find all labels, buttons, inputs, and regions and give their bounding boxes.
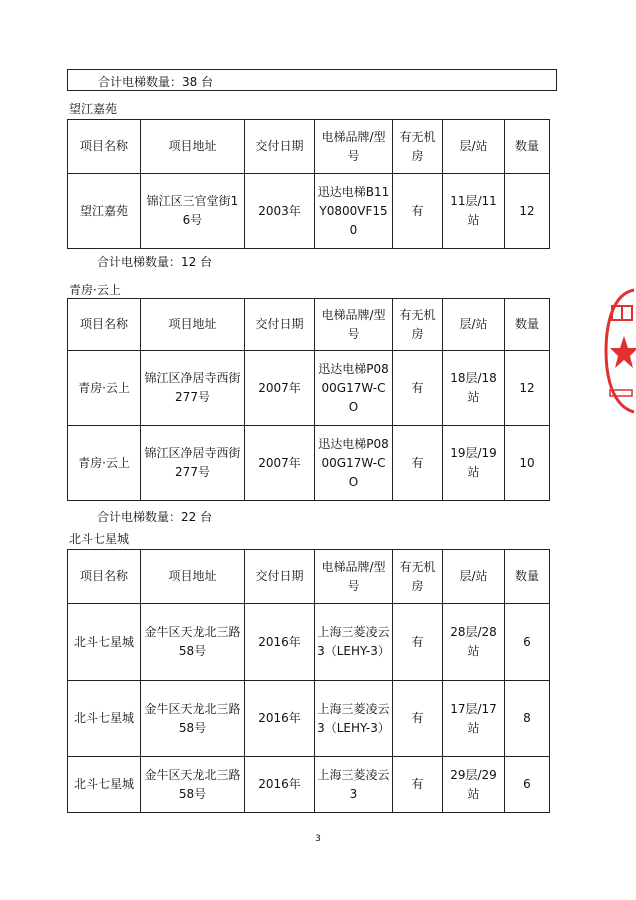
section-title-beidou: 北斗七星城 [69,532,130,546]
cell-date: 2016年 [245,604,315,681]
page-number: 3 [315,834,321,844]
cell-address: 金牛区天龙北三路58号 [141,681,245,757]
red-seal-stamp [604,286,636,416]
cell-name: 青房·云上 [68,351,141,426]
header-brand: 电梯品牌/型号 [315,550,393,604]
cell-date: 2007年 [245,351,315,426]
section-total-qingfang [67,505,549,525]
cell-qty: 8 [505,681,550,757]
cell-brand: 迅达电梯P0800G17W-CO [315,426,393,501]
cell-qty: 10 [505,426,550,501]
cell-brand: 迅达电梯B11Y0800VF150 [315,174,393,249]
cell-floors: 17层/17站 [443,681,505,757]
table-header-row [68,299,550,351]
table-row [68,174,550,249]
section-total-text: 合计电梯数量：12 台 [97,255,213,269]
header-room: 有无机房 [393,120,443,174]
cell-date: 2007年 [245,426,315,501]
header-room: 有无机房 [393,550,443,604]
cell-address: 金牛区天龙北三路58号 [141,757,245,813]
cell-qty: 6 [505,604,550,681]
cell-floors: 28层/28站 [443,604,505,681]
top-total-row [67,69,557,91]
table-wangjiang [67,119,550,249]
cell-name: 北斗七星城 [68,604,141,681]
header-brand: 电梯品牌/型号 [315,120,393,174]
table-row [68,426,550,501]
cell-address: 锦江区三官堂街16号 [141,174,245,249]
header-address: 项目地址 [141,299,245,351]
header-room: 有无机房 [393,299,443,351]
cell-floors: 18层/18站 [443,351,505,426]
cell-brand: 迅达电梯P0800G17W-CO [315,351,393,426]
header-date: 交付日期 [245,120,315,174]
cell-qty: 6 [505,757,550,813]
header-name: 项目名称 [68,120,141,174]
table-qingfang [67,298,550,501]
header-name: 项目名称 [68,299,141,351]
cell-floors: 11层/11站 [443,174,505,249]
header-qty: 数量 [505,550,550,604]
cell-qty: 12 [505,351,550,426]
header-name: 项目名称 [68,550,141,604]
section-total-wangjiang [67,250,549,270]
header-address: 项目地址 [141,550,245,604]
cell-room: 有 [393,351,443,426]
cell-date: 2003年 [245,174,315,249]
cell-qty: 12 [505,174,550,249]
cell-name: 望江嘉苑 [68,174,141,249]
cell-floors: 29层/29站 [443,757,505,813]
cell-brand: 上海三菱凌云3（LEHY-3） [315,604,393,681]
table-row [68,604,550,681]
cell-brand: 上海三菱凌云3（LEHY-3） [315,681,393,757]
cell-room: 有 [393,681,443,757]
header-floors: 层/站 [443,120,505,174]
cell-brand: 上海三菱凌云3 [315,757,393,813]
header-brand: 电梯品牌/型号 [315,299,393,351]
cell-address: 金牛区天龙北三路58号 [141,604,245,681]
table-header-row [68,120,550,174]
table-row [68,351,550,426]
table-row [68,757,550,813]
cell-name: 青房·云上 [68,426,141,501]
header-qty: 数量 [505,299,550,351]
section-total-text: 合计电梯数量：22 台 [97,510,213,524]
header-floors: 层/站 [443,299,505,351]
cell-address: 锦江区净居寺西街277号 [141,351,245,426]
cell-room: 有 [393,174,443,249]
cell-room: 有 [393,757,443,813]
section-title-qingfang: 青房·云上 [69,283,121,297]
cell-date: 2016年 [245,681,315,757]
table-beidou [67,549,550,813]
cell-room: 有 [393,426,443,501]
table-header-row [68,550,550,604]
cell-name: 北斗七星城 [68,757,141,813]
cell-floors: 19层/19站 [443,426,505,501]
cell-name: 北斗七星城 [68,681,141,757]
header-qty: 数量 [505,120,550,174]
top-total-text: 合计电梯数量：38 台 [98,75,214,89]
cell-room: 有 [393,604,443,681]
cell-date: 2016年 [245,757,315,813]
cell-address: 锦江区净居寺西街277号 [141,426,245,501]
table-row [68,681,550,757]
section-title-wangjiang: 望江嘉苑 [69,102,118,116]
header-address: 项目地址 [141,120,245,174]
header-date: 交付日期 [245,550,315,604]
header-floors: 层/站 [443,550,505,604]
header-date: 交付日期 [245,299,315,351]
